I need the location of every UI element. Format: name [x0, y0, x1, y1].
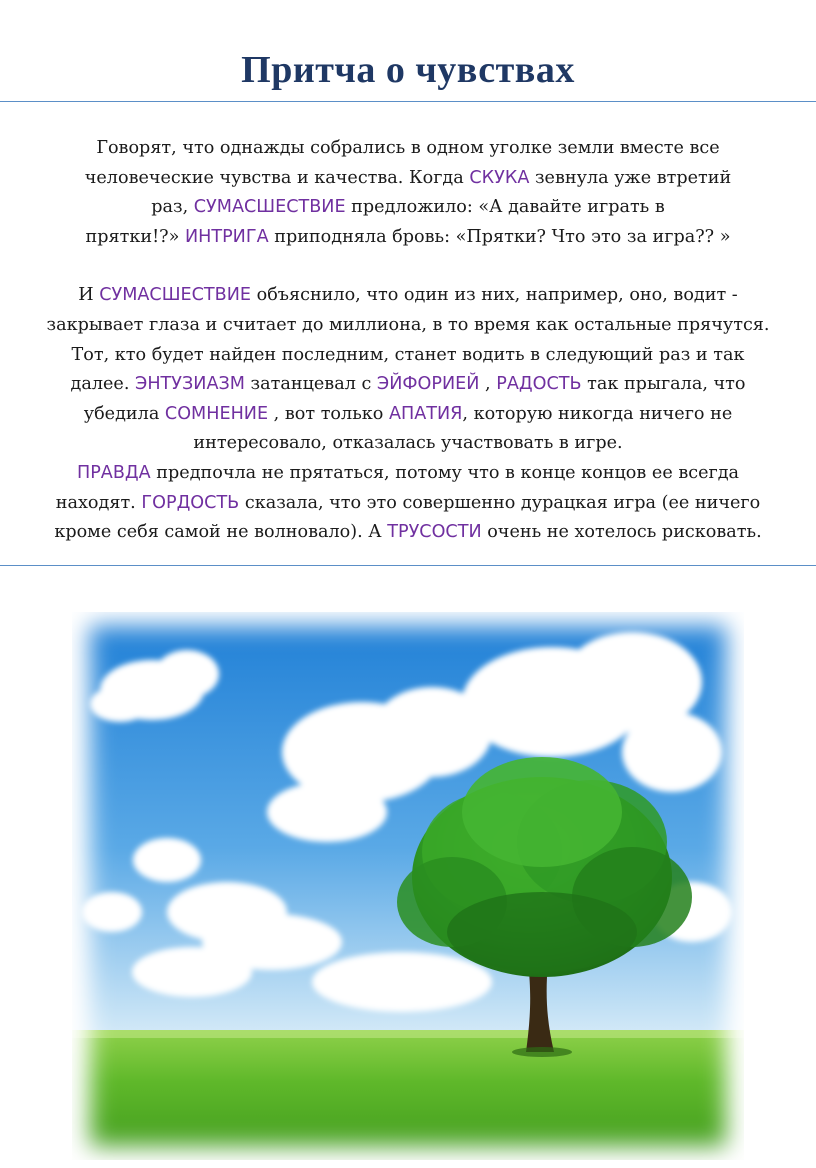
- keyword-sumasshestvie: СУМАСШЕСТВИЕ: [193, 197, 346, 218]
- keyword-gordost: ГОРДОСТЬ: [141, 492, 240, 513]
- text-divider: [0, 565, 816, 566]
- text-line: далее. ЭНТУЗИАЗМ затанцевал с ЭЙФОРИЕЙ , РАДОСТЬ так прыгала, что: [70, 374, 746, 395]
- keyword-pravda: ПРАВДА: [76, 462, 151, 483]
- text-line: раз, СУМАСШЕСТВИЕ предложило: «А давайте играть в: [151, 197, 665, 218]
- paragraph-intro: [8, 134, 808, 252]
- keyword-apatiya: АПАТИЯ: [388, 403, 463, 424]
- text-line: Тот, кто будет найден последним, станет водить в следующий раз и так: [71, 344, 745, 365]
- keyword-trusosti: ТРУСОСТИ: [387, 522, 482, 543]
- text-line: кроме себя самой не волновало). А ТРУСОСТИ очень не хотелось рисковать.: [54, 522, 762, 543]
- paragraph-game: [8, 281, 808, 547]
- text-line: убедила СОМНЕНИЕ , вот только АПАТИЯ, которую никогда ничего не: [83, 403, 733, 424]
- keyword-radost: РАДОСТЬ: [496, 374, 582, 395]
- keyword-skuka: СКУКА: [469, 167, 530, 188]
- title-divider: [0, 101, 816, 102]
- text-line: ПРАВДА предпочла не прятаться, потому что в конце концов ее всегда: [76, 462, 740, 483]
- text-line: интересовало, отказалась участвовать в игре.: [193, 433, 623, 454]
- keyword-entuziazm: ЭНТУЗИАЗМ: [135, 374, 245, 395]
- text-line: находят. ГОРДОСТЬ сказала, что это совершенно дурацкая игра (ее ничего: [55, 492, 761, 513]
- keyword-sumasshestvie: СУМАСШЕСТВИЕ: [99, 285, 252, 306]
- text-line: И СУМАСШЕСТВИЕ объяснило, что один из них, например, оно, водит -: [78, 285, 738, 306]
- parable-text: [8, 134, 808, 548]
- text-line: прятки!?» ИНТРИГА приподняла бровь: «Прятки? Что это за игра?? »: [85, 226, 731, 247]
- keyword-eyforiey: ЭЙФОРИЕЙ: [376, 374, 480, 395]
- keyword-intriga: ИНТРИГА: [184, 226, 269, 247]
- meadow: [72, 1030, 744, 1160]
- keyword-somnenie: СОМНЕНИЕ: [164, 403, 269, 424]
- text-line: Говорят, что однажды собрались в одном уголке земли вместе все: [96, 138, 720, 158]
- text-line: закрывает глаза и считает до миллиона, в то время как остальные прячутся.: [46, 314, 770, 335]
- page-title: Притча о чувствах: [241, 49, 575, 91]
- text-line: человеческие чувства и качества. Когда СКУКА зевнула уже втретий: [84, 167, 732, 188]
- tree-illustration: [72, 612, 744, 1160]
